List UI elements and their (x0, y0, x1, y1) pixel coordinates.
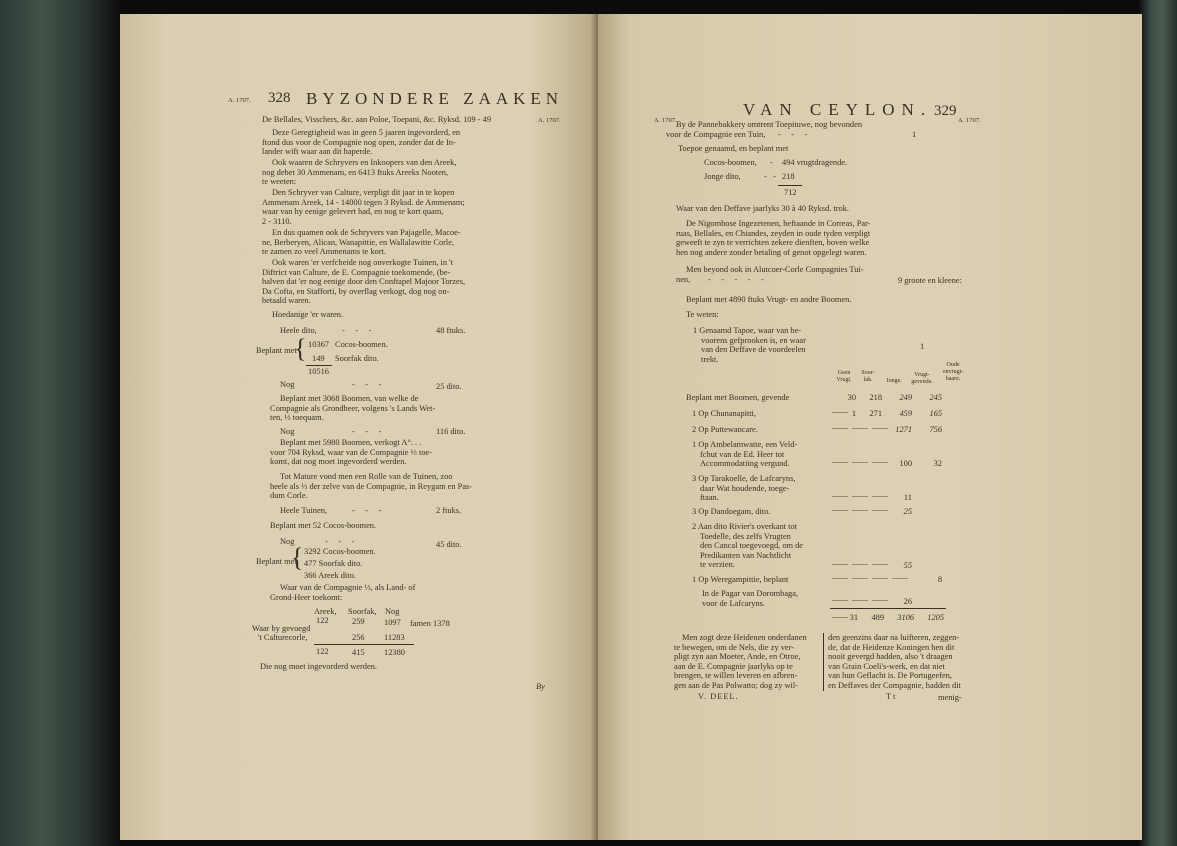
nog-2-value: 116 dito. (436, 427, 466, 436)
nog-1-value: 25 dito. (436, 382, 462, 391)
row1-c2: 271 (869, 409, 882, 418)
row6-label: 2 Aan dito Rivier's overkant tot Toedelle, des zelfs Vrugten den Cancal toegevoegd, om de Predikanten van Nachtlicht te verzien. (692, 522, 804, 570)
paragraph-2: Ook waaren de Schryvers en Inkoopers van den Areek, nog debet 30 Ammenam, en 6413 ftuks Areeks Nooten, te weeten: (262, 158, 457, 187)
running-head: BYZONDERE ZAAKEN (306, 89, 564, 108)
page-number: 328 (268, 90, 291, 106)
row5-c3: 25 (903, 507, 912, 516)
catchword-right: menig- (938, 693, 962, 702)
paragraph-1: By de Pannebakkery omtrent Toepituwe, nog bevonden voor de Compagnie een Tuin, (666, 120, 863, 139)
margin-year-right: A. 1707. (538, 117, 561, 124)
row0-c4: 245 (929, 393, 942, 402)
waar-van: Waar van den Deffave jaarlyks 30 à 40 Ryksd. trok. (676, 204, 850, 213)
hoedanige-heading: Hoedanige 'er waren. (272, 310, 344, 319)
r1-areek: 122 (316, 616, 329, 625)
subheader: De Bellales, Visschers, &c. aan Poloe, Toepani, &c. Ryksd. 109 - 49 (262, 115, 492, 124)
row6-c3: 55 (903, 561, 912, 570)
calturecorle: 't Calturecorle, (258, 633, 308, 642)
paragraph-1: Deze Geregtigheid was in geen 5 jaaren ingevorderd, en ftond dus voor de Compagnie nog open, zonder dat de In- lander wift waar aan dit haperde. (262, 128, 461, 157)
row8-label: In de Pagar van Dorombaga, voor de Lafcaryns. (702, 589, 799, 608)
column-divider (823, 633, 824, 691)
row4-label: 3 Op Tarakoelle, de Lafcaryns, daar Wat houdende, toege- ftaan. (692, 474, 796, 503)
paragraph-6: Beplant met 3068 Boomen, van welke de Compagnie als Grondheer, volgens 's Lands Wet- ten, ⅓ toequam. (270, 394, 436, 423)
sum: 712 (784, 188, 797, 197)
paragraph-4: En dus quamen ook de Schryvers van Pajagelle, Macoe- ne, Berberyen, Alican, Wanapittie, en Wallalawitte Corle, te zamen zo veel Ammenams te kort. (262, 228, 461, 257)
paragraph-5: Ook waren 'er verfcheide nog onverkogte Tuinen, in 't Diftrict van Calture, de E. Compagnie toekomende, (be- halven dat 'er nog eenige door den Conftapel Majoor Torzes, Da Cofta, en Stafforti, by overflag verkogt, dog nog on- betaald waren. (262, 258, 466, 306)
cocos: Cocos-boomen, (704, 158, 757, 167)
r1-samen: famen 1378 (410, 619, 450, 628)
sum-rule (778, 185, 802, 186)
header-oude: Oude onvrugt-baare. (942, 362, 964, 382)
intro-value: 1 (920, 342, 925, 351)
paragraph-3: Men beyond ook in Alutcoer-Corle Compagnies Tui- nen, (676, 265, 864, 284)
heele-tuinen: Heele Tuinen, (280, 506, 327, 515)
totals-rule (830, 608, 946, 609)
paragraph-9: Waar van de Compagnie ⅓, als Land- of Grond-Heer toekomt: (270, 583, 416, 602)
heele-dito-value: 48 ftuks. (436, 326, 466, 335)
row1-c4: 165 (929, 409, 942, 418)
row0-c3: 249 (899, 393, 912, 402)
heele-tuinen-value: 2 ftuks. (436, 506, 462, 515)
total-c2: 489 (871, 613, 884, 622)
paragraph-3: Den Schryver van Calture, verpligt dit jaar in te kopen Ammenam Areek, 14 - 14000 tegen 3 Ryksd. de Ammenam; waar van hy eenige gelevert had, en nog te kort quam, 2 - 3110. (262, 188, 465, 226)
beplant-4890: Beplant met 4890 ftuks Vrugt- en andre Boomen. (686, 295, 852, 304)
header-jonge: Jonge. (886, 378, 902, 384)
c3: 366 Areek dito. (304, 571, 356, 580)
row7-label: 1 Op Weregampittie, beplant (692, 575, 789, 584)
row3-c3: 100 (899, 459, 912, 468)
row3-label: 1 Op Ambelamwatte, een Veld- fchut van de Ed. Heer tot Accommodatiing vergund. (692, 440, 798, 469)
header-vrugtgevende: Vrugt-gevende. (911, 372, 933, 385)
paragraph-7: Beplant met 5980 Boomen, verkogt A°. . . voor 704 Ryksd, waar van de Compagnie ⅓ toe- komt, dat nog moet ingevorderd werden. (270, 438, 433, 467)
r1-soorsak: 259 (352, 617, 365, 626)
bottom-column-right: den geenzins daar na luifteren, zeggen- de, dat de Heidenze Koningen hen dit nooit gevergd hadden, also 't draagen van Grain Coeli's-werk, en dat niet van hun Geflacht is. De Portugeefen, en Deffaves der Compagnie, hadden dit (828, 633, 961, 690)
row8-c3: 26 (903, 597, 912, 606)
total-rule (314, 644, 414, 645)
te-weten: Te weten: (686, 310, 719, 319)
sum-rule (306, 365, 332, 366)
brace-2: { (291, 543, 304, 572)
margin-year-left: A. 1707. (654, 117, 677, 124)
ingevorderd: Die nog moet ingevorderd werden. (260, 662, 377, 671)
heele-dito: Heele dito, (280, 326, 317, 335)
r3-nog: 12380 (384, 648, 405, 657)
b-total: 10516 (308, 367, 329, 376)
toepoe: Toepoe genaamd, en beplant met (678, 144, 789, 153)
col-areek: Areek, (314, 607, 337, 616)
c2: 477 Soorfak dito. (304, 559, 363, 568)
row0-c1: 30 (847, 393, 856, 402)
total-c4: 1205 (927, 613, 944, 622)
r3-areek: 122 (316, 647, 329, 656)
row7-c4: 8 (937, 575, 942, 584)
paragraph-2: De Nigombose Ingezetenen, beftaande in Correas, Par- ruas, Bellales, en Chiandes, zeyden in oude tyden verpligt geweeft te zyn te verrichten zekere dienften, boven welke hen nog andere zonder betaling of genot opgelegt waren. (676, 219, 871, 257)
waar-by-gevoegd: Waar by gevoegd (252, 624, 311, 633)
b1-num: 10367 (308, 340, 329, 349)
header-geen-vrugt: Geen Vrugt. (836, 370, 852, 383)
total-c1: 31 (849, 613, 858, 622)
row2-c3: 1271 (895, 425, 912, 434)
r2-nog: 11283 (384, 633, 405, 642)
header-soorsak: Soor-fak. (861, 370, 875, 383)
row5-label: 3 Op Dandoegam, dito. (692, 507, 771, 516)
row1-c3: 459 (899, 409, 912, 418)
running-head: VAN CEYLON. (743, 100, 933, 119)
row3-c4: 32 (933, 459, 942, 468)
bottom-column-left: Men zogt deze Heidenen onderdanen te bewegen, om de Nels, die zy ver- pligt zyn aan Moeter, Ande, en Otroe, aan de E. Compagnie jaarlyks op te brengen, te willen leveren en afbren- gen aan de Pas Polwatto; dog zy wil- (674, 633, 807, 690)
jonge-value: 218 (782, 172, 795, 181)
beplant-met-label: Beplant met (256, 346, 297, 355)
b2-num: 149 (312, 354, 325, 363)
catchword-left: By (536, 682, 545, 691)
intro-item: 1 Genaamd Tapoe, waar van be- voorens gefprooken is, en waar van den Deffave de voordeelen trekt. (693, 326, 806, 364)
margin-year-right: A. 1707. (958, 117, 981, 124)
b1-label: Cocos-boomen. (335, 340, 388, 349)
margin-year: A. 1707. (228, 97, 251, 104)
nog-2: Nog (280, 427, 295, 436)
book-cover-left (0, 0, 120, 846)
row1-label: 1 Op Chunanapitti, (692, 409, 756, 418)
row0-label: Beplant met Boomen, gevende (686, 393, 790, 402)
row2-label: 2 Op Puttewancare. (692, 425, 758, 434)
row1-c1: 1 (851, 409, 856, 418)
para1-value: 1 (912, 130, 917, 139)
beplant-52: Beplant met 52 Cocos-boomen. (270, 521, 377, 530)
left-page: A. 1707. 328 BYZONDERE ZAAKEN A. 1707. De Bellales, Visschers, &c. aan Poloe, Toepani, &c. Ryksd. 109 - 49 Deze Geregtigheid was in geen 5 jaaren ingevorderd, en ftond dus voor de Compagnie nog open, zonder dat de In- lander wift waar aan dit haperde. Ook waaren de Schryvers en Inkoopers van den Areek, nog debet 30 Ammenam, en 6413 ftuks Areeks Nooten, te weeten: Den Schryver van Calture, verpligt dit jaar in te kopen Ammenam Areek, 14 - 14000 tegen 3 Ryksd. de Ammenam; waar van hy eenige gelevert had, en nog te kort quam, 2 - 3110. En dus quamen ook de Schryvers van Pajagelle, Macoe- ne, Berberyen, Alican, Wanapittie, en Wallalawitte Corle, te zamen zo veel Ammenams te kort. Ook waren 'er verfcheide nog onverkogte Tuinen, in 't Diftrict van Calture, de E. Compagnie toekomende, (be- halven dat 'er nog eenige door den Conftapel Majoor Torzes, Da Cofta, en Stafforti, by overflag verkogt, dog nog on- betaald waren. Hoedanige 'er waren. Heele dito, - - - 48 ftuks. Beplant met { 10367 Cocos-boomen. 149 Soorfak dito. 10516 Nog - - - 25 dito. Beplant met 3068 Boomen, van welke de Compagnie als Grondheer, volgens 's Lands Wet- ten, ⅓ toequam. Nog - - - 116 dito. Beplant met 5980 Boomen, verkogt A°. . . voor 704 Ryksd, waar van de Compagnie ⅓ toe- komt, dat nog moet ingevorderd werden. Tot Mature vond men een Rolle van de Tuinen, zoo heele als ⅓ der zelve van de Compagnie, in Reygam en Pas- dum Corle. Heele Tuinen, - - - 2 ftuks. Beplant met 52 Cocos-boomen. Nog - - - 45 dito. Beplant met { 3292 Cocos-boomen. 477 Soorfak dito. 366 Areek dito. Waar van de Compagnie ⅓, als Land- of Grond-Heer toekomt: Areek, Soorfak, Nog 122 259 1097 famen 1378 Waar by gevoegd 't Calturecorle, 256 11283 122 415 12380 Die nog moet ingevorderd werden. By (120, 14, 598, 840)
book-cover-right (1139, 0, 1177, 846)
page-number: 329 (934, 103, 957, 119)
row4-c3: 11 (903, 493, 912, 502)
row2-c4: 756 (929, 425, 942, 434)
total-c3: 3106 (897, 613, 914, 622)
r2-soorsak: 256 (352, 633, 365, 642)
col-nog: Nog (385, 607, 400, 616)
cocos-value: 494 vrugtdragende. (782, 158, 848, 167)
signature: V. DEEL. (698, 692, 739, 701)
r1-nog: 1097 (384, 618, 401, 627)
para3-value: 9 groote en kleene: (898, 276, 962, 285)
paragraph-8: Tot Mature vond men een Rolle van de Tuinen, zoo heele als ⅓ der zelve van de Compagnie, in Reygam en Pas- dum Corle. (270, 472, 473, 501)
jonge: Jonge dito, (704, 172, 741, 181)
c1: 3292 Cocos-boomen. (304, 547, 376, 556)
nog-3-value: 45 dito. (436, 540, 462, 549)
right-page: A. 1707. VAN CEYLON. 329 A. 1707. By de Pannebakkery omtrent Toepituwe, nog bevonden voor de Compagnie een Tuin, - - - 1 Toepoe genaamd, en beplant met Cocos-boomen, - 494 vrugtdragende. Jonge dito, - - 218 712 Waar van den Deffave jaarlyks 30 à 40 Ryksd. trok. De Nigombose Ingezetenen, beftaande in Correas, Par- ruas, Bellales, en Chiandes, zeyden in oude tyden verpligt geweeft te zyn te verrichten zekere dienften, boven welke hen nog andere zonder betaling of genot opgelegt waren. Men beyond ook in Alutcoer-Corle Compagnies Tui- nen, - - - - - 9 groote en kleene: Beplant met 4890 ftuks Vrugt- en andre Boomen. Te weten: 1 Genaamd Tapoe, waar van be- voorens gefprooken is, en waar van den Deffave de voordeelen trekt. 1 Geen Vrugt. Soor-fak. Jonge. Vrugt-gevende. Oude onvrugt-baare. Beplant met Boomen, gevende 30 218 249 245 1 Op Chunanapitti, —— 1 271 459 165 2 Op Puttewancare. —— —— —— 1271 756 1 Op Ambelamwatte, een Veld- fchut van de Ed. Heer tot Accommodatiing vergund. —— —— —— 100 32 3 Op Tarakoelle, de Lafcaryns, daar Wat houdende, toege- ftaan. —— —— —— 11 3 Op Dandoegam, dito. —— —— —— 25 2 Aan dito Rivier's overkant tot Toedelle, des zelfs Vrugten den Cancal toegevoegd, om de Predikanten van Nachtlicht te verzien. —— —— —— 55 1 Op Weregampittie, beplant —— —— —— —— 8 In de Pagar van Dorombaga, voor de Lafcaryns. —— —— —— 26 —— 31 489 3106 1205 Men zogt deze Heidenen onderdanen te bewegen, om de Nels, die zy ver- pligt zyn aan Moeter, Ande, en Otroe, aan de E. Compagnie jaarlyks op te brengen, te willen leveren en afbren- gen aan de Pas Polwatto; dog zy wil- den geenzins daar na luifteren, zeggen- de, dat de Heidenze Koningen hen dit nooit gevergd hadden, also 't draagen van Grain Coeli's-werk, en dat niet van hun Geflacht is. De Portugeefen, en Deffaves der Compagnie, hadden dit V. DEEL. T t menig- (598, 14, 1142, 840)
r3-soorsak: 415 (352, 648, 365, 657)
nog-1: Nog (280, 380, 295, 389)
brace: { (294, 334, 307, 363)
signature-2: T t (886, 692, 896, 701)
b2-label: Soorfak dito. (335, 354, 379, 363)
beplant-met-label-2: Beplant met (256, 557, 297, 566)
nog-3: Nog (280, 537, 295, 546)
col-soorsak: Soorfak, (348, 607, 377, 616)
row0-c2: 218 (869, 393, 882, 402)
